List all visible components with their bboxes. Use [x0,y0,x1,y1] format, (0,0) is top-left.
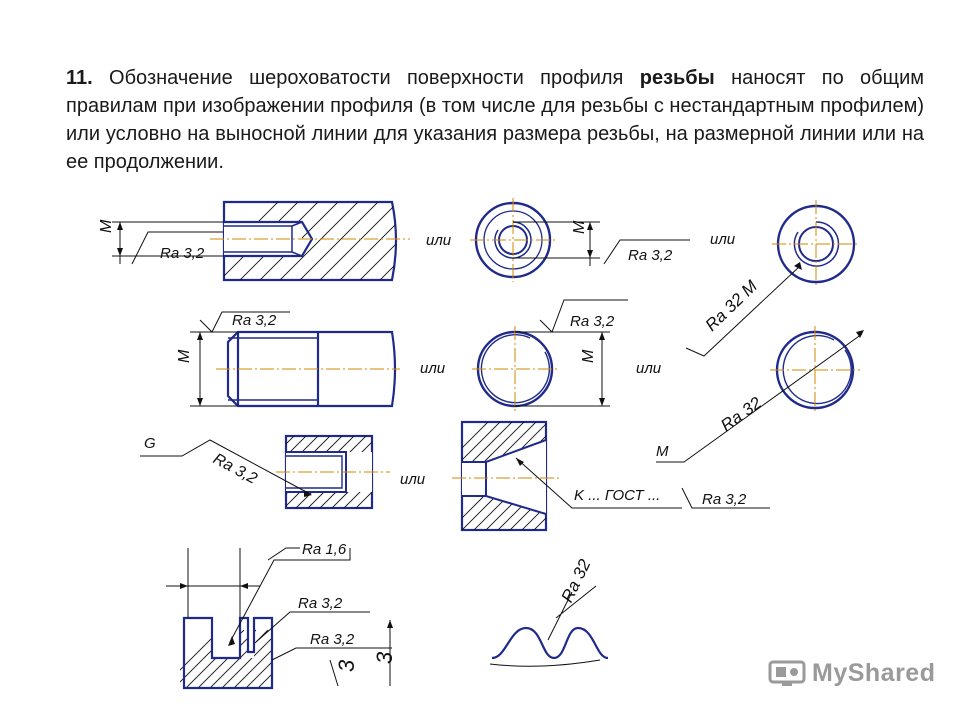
label-ili-1: или [426,232,452,249]
drawing-hole-end-view [470,198,736,282]
label-ra-5: Ra 3,2 [570,313,615,330]
label-ra-9b: Ra 3,2 [310,631,355,648]
watermark [768,658,935,688]
item-number: 11. [66,67,93,89]
drawing-wave-profile [490,556,608,666]
label-ili-7: или [400,471,426,488]
label-ra-16: Ra 1,6 [302,541,347,558]
label-g: G [144,435,156,452]
drawing-hole-end-view-leader [686,200,860,356]
label-m-2: M [571,220,588,234]
label-k-gost: K ... ГОСТ ... [574,487,661,504]
drawing-threaded-hole-section [98,180,480,300]
label-ra-9a: Ra 3,2 [298,595,343,612]
drawing-thread-profile [150,541,397,700]
label-ra-1: Ra 3,2 [160,245,205,262]
label-ra-7: Ra 3,2 [210,450,260,488]
label-m-5: M [580,349,597,363]
label-3b: 3 [372,651,397,664]
drawing-shaft-thread [176,312,446,406]
drawing-shaft-end-view [472,300,662,412]
label-m-6: M [656,443,669,460]
label-m-4: M [176,349,193,363]
para-bold-word: резьбы [639,67,715,89]
watermark-text: MyShared [812,658,936,687]
drawing-conical-thread [440,420,770,540]
label-ili-4: или [420,360,446,377]
label-ili-5: или [636,360,662,377]
drawing-shaft-end-view-leader [656,326,864,462]
label-ra-4: Ra 3,2 [232,312,277,329]
label-ra-10: Ra 32 [557,556,595,606]
projector-icon [768,658,806,688]
label-3a: 3 [334,659,359,672]
label-ra-8: Ra 3,2 [702,491,747,508]
para-text-after: наносят по общим правилам при изображении профиля (в том числе для резьбы с нестандартным профилем) или условно на выносной линии для указания размера резьбы, на размерной линии или на ее продолжении. [66,67,924,173]
drawing-pipe-thread [140,430,426,520]
label-ra-2: Ra 3,2 [628,247,673,264]
label-ili-2: или [710,231,736,248]
label-ra-m-3: Ra 32 M [701,276,761,335]
para-text-before: Обозначение шероховатости поверхности профиля [109,67,624,89]
label-ra-6: Ra 32 [717,393,766,436]
label-m-1: M [98,219,115,233]
